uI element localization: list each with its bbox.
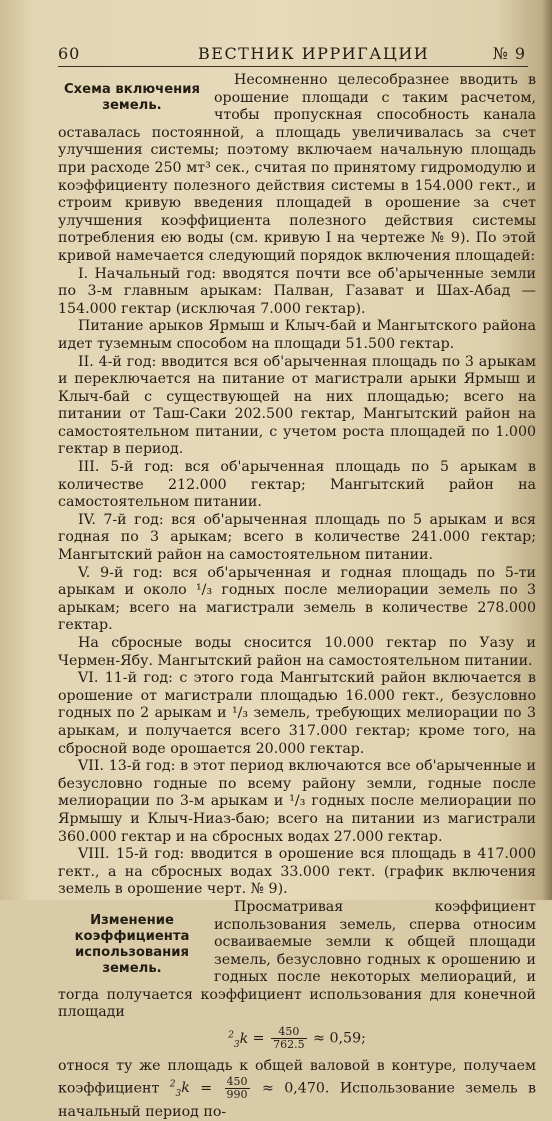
paragraph: Просматривая коэффициент использования земель, сперва относим осваиваемые земли к общей площади земель, безусловно годных к орошению и годных после некоторых мелиораций, и тогда получается коэффициент использования для конечной площади <box>58 898 536 1021</box>
running-header <box>58 44 528 67</box>
text-run: относя ту же площадь к общей валовой в контуре, получаем коэффициент <box>58 1057 536 1097</box>
text-run: Использование земель в начальный период по- <box>58 1080 537 1120</box>
paragraph-stage-2: II. 4-й год: вводится вся об'арыченная площадь по 3 арыкам и переключается на питание от магистрали арыки Ярмыш и Клыч-бай с существующей на них площадью; всего на питании от Таш-Саки 202.500 гектар, Мангытский район на самостоятельном питании, с учетом роста площадей по 1.000 гектар в период. <box>58 353 536 458</box>
denominator: 990 <box>226 1087 248 1101</box>
section-heading-land-use-coefficient: Изменение коэффициента использования земель. <box>74 912 190 976</box>
formula-symbol: k <box>239 1030 249 1047</box>
formula-index: 3 <box>175 1088 182 1099</box>
issue-number: № 9 <box>492 44 526 63</box>
formula-symbol: k <box>181 1080 190 1097</box>
paragraph: Питание арыков Ярмыш и Клыч-бай и Мангытского района идет туземным способом на площади 51.500 гектар. <box>58 318 536 352</box>
fraction <box>271 1026 307 1051</box>
formula-index: 3 <box>233 1039 240 1050</box>
formula-result: ≈ 0,470. <box>261 1080 330 1097</box>
fraction <box>225 1076 250 1101</box>
paragraph: Несомненно целесобразнее вводить в орошение площади с таким расчетом, чтобы пропускная способность канала оставалась постоянной, а площадь увеличивалась за счет улучшения системы; поэтому включаем начальную площадь при расходе 250 мт³ сек., считая по принятому гидромодулю и коэффициенту полезного действия системы в 154.000 гект., и строим кривую введения площадей в орошение за счет улучшения коэффициента полезного действия системы потребления ею воды (см. кривую I на чертеже № 9). По этой кривой намечается следующий порядок включения площадей: <box>58 72 536 264</box>
formula-superscript: 2 <box>169 1079 176 1090</box>
formula-coefficient-1: $^2_3$k = $\frac{450}{762.5}$ ≈ 0,59; <box>228 1025 366 1052</box>
paragraph-stage-5: V. 9-й год: вся об'арыченная и годная площадь по 5-ти арыкам и около ¹/₃ годных после мелиорации земель по 3 арыкам; всего на магистрали земель в количестве 278.000 гектар. <box>58 564 536 634</box>
paragraph: относя ту же площадь к общей валовой в контуре, получаем коэффициент $^2_3$k = $\frac{450}{990}$ ≈ 0,470. Использование земель в начальный период по- <box>58 1057 537 1120</box>
denominator: 762.5 <box>273 1038 305 1052</box>
paragraph-stage-4: IV. 7-й год: вся об'арыченная площадь по 5 арыкам и вся годная по 3 арыкам; всего в количестве 241.000 гектар; Мангытский район на самостоятельном питании. <box>58 511 536 564</box>
paragraph-stage-3: III. 5-й год: вся об'арыченная площадь по 5 арыкам в количестве 212.000 гектар; Мангытский район на самостоятельном питании. <box>58 459 536 511</box>
journal-title: ВЕСТНИК ИРРИГАЦИИ <box>198 44 430 63</box>
formula-superscript: 2 <box>228 1029 234 1040</box>
numerator: 450 <box>271 1026 307 1039</box>
page-number: 60 <box>58 44 81 63</box>
paragraph-stage-7: VII. 13-й год: в этот период включаются все об'арыченные и безусловно годные по всему району земли, годные после мелиорации по 3-м арыкам и ¹/₃ годных после мелиорации по Ярмышу и Клыч-Ниаз-баю; всего на питании из магистрали 360.000 гектар и на сбросных водах 27.000 гектар. <box>58 758 536 845</box>
section-heading-land-inclusion: Схема включения земель. <box>64 82 200 113</box>
article-body <box>58 72 536 1121</box>
formula-coefficient-2 <box>169 1079 190 1099</box>
paragraph-stage-6: VI. 11-й год: с этого года Мангытский район включается в орошение от магистрали площадью 16.000 гект., безусловно годных по 2 арыкам и ¹/₃ земель, требующих мелиорации по 3 арыкам, и получается всего 317.000 гектар; кроме того, на сбросной воде орошается 20.000 гектар. <box>58 670 536 757</box>
paragraph-stage-1: I. Начальный год: вводятся почти все об'арыченные земли по 3-м главным арыкам: Палван, Газават и Шах-Абад —154.000 гектар (исключая 7.000 гектар). <box>58 265 536 317</box>
numerator: 450 <box>226 1074 248 1088</box>
paragraph: На сбросные воды сносится 10.000 гектар по Уазу и Чермен-Ябу. Мангытский район на самостоятельном питании. <box>58 635 536 669</box>
paragraph-stage-8: VIII. 15-й год: вводится в орошение вся площадь в 417.000 гект., а на сбросных водах 33.000 гект. (график включения земель в орошение черт. № 9). <box>58 846 536 898</box>
formula-result: ≈ 0,59; <box>313 1030 366 1047</box>
page-edge-shadow <box>542 0 552 900</box>
